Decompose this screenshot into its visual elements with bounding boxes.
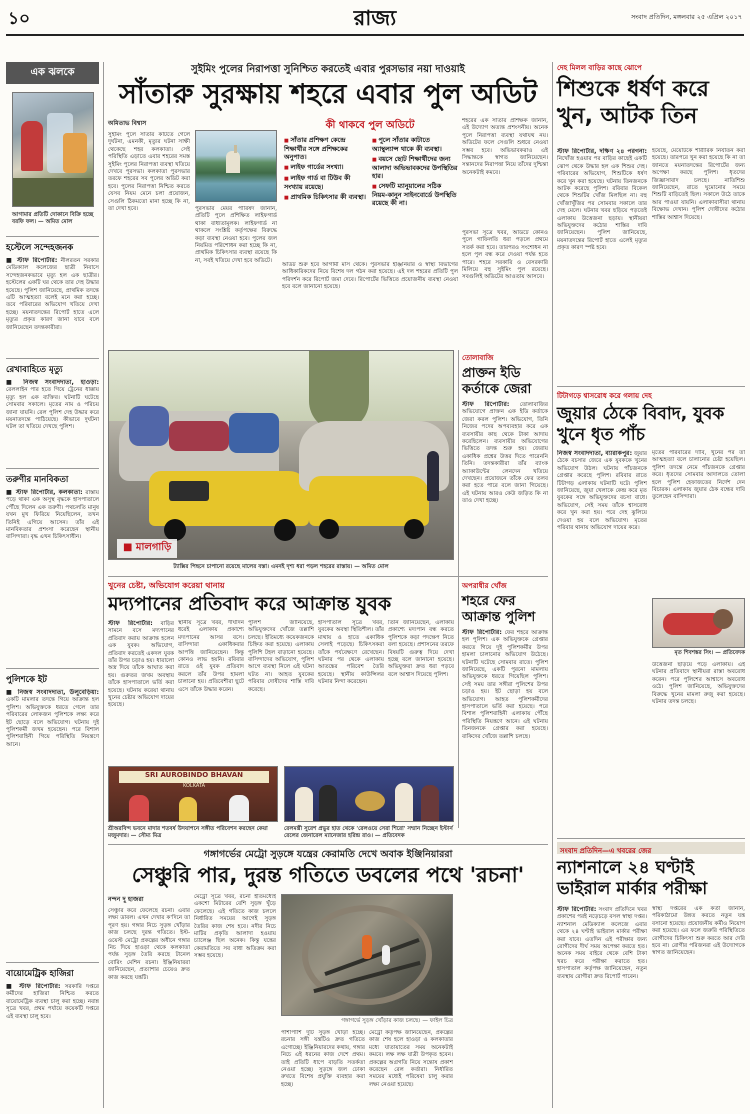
gambling-tag: টিটাগড়ে শ্বাসরোধ করে গলায় দেহ [557, 392, 652, 400]
police-text: স্টাফ রিপোর্টার: ফের শহরে আক্রান্ত হল পুলিশ। এক অভিযুক্তকে গ্রেপ্তার করতে গিয়ে দুই পুলিশকর্মীর উপর হামলা চালানোর অভিযোগ উঠেছে। ঘটনাটি ঘটেছে সোমবার রাতে। পুলিশ জানিয়েছে, একটি পুরনো মামলায় অভিযুক্তকে ধরতে গিয়েছিল পুলিশ। সেই সময় তার সঙ্গীরা পুলিশের উপর চড়াও হয়। ইট ছোড়া হয় বলে অভিযোগ। আহত পুলিশকর্মীদের হাসপাতালে ভর্তি করা হয়েছে। পরে বিশাল পুলিশবাহিনী এলাকায় পৌঁছে পরিস্থিতি নিয়ন্ত্রণে আনে। এই ঘটনায় তিনজনকে গ্রেপ্তার করা হয়েছে। বাকিদের খোঁজে তল্লাশি চলছে। [462, 629, 548, 740]
national-tag: সংবাদ প্রতিদিন—এ খবরের জের [557, 842, 745, 854]
child-tag: দেহ মিলল বাড়ির কাছে ঝোপে [557, 64, 642, 72]
left-item-title: হস্টেলে সন্দেহজনক [6, 243, 74, 253]
left-item-text: ■ স্টাফ রিপোর্টার, কলকাতা: রাস্তায় পড়ে থাকা এক অসুস্থ বৃদ্ধকে হাসপাতালে পৌঁছে দিলেন এক তরুণী। পথচলতি মানুষ যখন মুখ ফিরিয়ে নিয়েছিলেন, তখন তিনিই এগিয়ে আসেন। তাঁর এই মানবিকতার প্রশংসা করেছেন স্থানীয় বাসিন্দারা। বৃদ্ধ এখন চিকিৎসাধীন। [6, 489, 99, 541]
left-item-text: ■ নিজস্ব সংবাদদাতা, উলুবেড়িয়া: একটি মামলার তদন্তে গিয়ে আক্রান্ত হল পুলিশ। অভিযুক্তকে ধরতে গেলে তার পরিবারের লোকজন পুলিশকে লক্ষ্য করে ইট ছোড়ে বলে অভিযোগ। ঘটনায় দুই পুলিশকর্মী জখম হয়েছেন। পরে বিশাল পুলিশবাহিনী গিয়ে পরিস্থিতি নিয়ন্ত্রণে আনে। [6, 689, 99, 748]
metro-text-col4: মেট্রো কর্তৃপক্ষ জানিয়েছেন, প্রকল্পের কাজ শেষ হলে হাওড়া ও কলকাতার মধ্যে যাতায়াতের সময় অনেকটাই কমবে। লক্ষ লক্ষ যাত্রী উপকৃত হবেন। প্রকল্পের অগ্রগতি নিয়ে সন্তোষ প্রকাশ করেছেন রেল কর্তারা। নির্ধারিত সময়ের মধ্যেই পরিষেবা চালু করার লক্ষ্য নেওয়া হয়েছে। [369, 1030, 453, 1088]
right-column-divider [552, 62, 553, 1108]
liquor-text-col1: স্টাফ রিপোর্টার: বাড়ির সামনে বসে মদ্যপানের প্রতিবাদ করায় আক্রান্ত হলেন এক যুবক। অভিযোগ, প্রতিবাদ করতেই একদল যুবক তাঁর উপর চড়াও হয়। ধারালো অস্ত্র দিয়ে তাঁকে আঘাত করা হয়। গুরুতর জখম অবস্থায় তাঁকে হাসপাতালে ভর্তি করা হয়েছে। ঘটনায় করেয়া থানায় খুনের চেষ্টার অভিযোগ দায়ের হয়েছে। [108, 620, 174, 709]
left-item-title: পুলিশকে ইট [6, 675, 47, 685]
left-column-divider [103, 62, 104, 1108]
audit-item: ■ বয়সে ছোট শিক্ষার্থীদের জন্য আলাদা অভিভাবকদের উপস্থিতির হার। [372, 155, 458, 180]
metro-text-col2: মেট্রো সূত্রে খবর, রচনা ইতিমধ্যেই একশো মিটারের বেশি সুড়ঙ্গ খুঁড়ে ফেলেছে। এই গতিতে কাজ চললে নির্ধারিত সময়ের আগেই সুড়ঙ্গ তৈরির কাজ শেষ হবে। নদীর নিচে মাটির প্রকৃতি আলাদা হওয়ায় চ্যালেঞ্জ ছিল অনেক। কিন্তু যন্ত্রের কেরামতিতে সব বাধা অতিক্রম করা সম্ভব হয়েছে। [194, 894, 276, 960]
audit-box-title: কী থাকবে পুল অডিটে [325, 120, 415, 131]
metro-kicker: গঙ্গাগর্ভের মেট্রো সুড়ঙ্গে যন্ত্রের কেরামতি দেখে অবাক ইঞ্জিনিয়াররা [203, 849, 453, 860]
child-text-col1: স্টাফ রিপোর্টার, দক্ষিণ ২৪ পরগনা: নিখোঁজ হওয়ার পর বাড়ির কাছেই একটি ঝোপ থেকে উদ্ধার হল এক শিশুর দেহ। পরিবারের অভিযোগ, শিশুটিকে ধর্ষণ করে খুন করা হয়েছে। ঘটনায় তিনজনকে আটক করেছে পুলিশ। রবিবার বিকেল থেকে শিশুটির খোঁজ মিলছিল না। বহু খোঁজাখুঁজির পর সোমবার সকালে তার দেহ মেলে। ঘটনার খবর ছড়িয়ে পড়তেই এলাকায় উত্তেজনা ছড়ায়। স্থানীয়রা অভিযুক্তদের কঠোর শাস্তির দাবি জানিয়েছেন। পুলিশ জানিয়েছে, ময়নাতদন্তের রিপোর্ট হাতে এলেই মৃত্যুর প্রকৃত কারণ স্পষ্ট হবে। [557, 148, 647, 252]
audit-item: ■ প্রাথমিক চিকিৎসার কী ব্যবস্থা। [284, 193, 368, 202]
publication-date: সংবাদ প্রতিদিন, মঙ্গলবার ২৫ এপ্রিল ২০১৭ [631, 13, 742, 21]
liquor-headline: মদ্যপানের প্রতিবাদ করে আক্রান্ত যুবক [108, 593, 392, 615]
left-item-text: ■ নিজস্ব সংবাদদাতা, হাওড়া: রেললাইন পার হতে গিয়ে ট্রেনের ধাক্কায় মৃত্যু হল এক ব্যক্তির। ঘটনাটি ঘটেছে সোমবার সকালে। মৃতের নাম ও পরিচয় জানা যায়নি। রেল পুলিশ দেহ উদ্ধার করে ময়নাতদন্তে পাঠিয়েছে। কীভাবে দুর্ঘটনা ঘটল তা খতিয়ে দেখছে পুলিশ। [6, 379, 99, 431]
main-photo-caption: ট্যাক্সির পিছনে চাপানো রয়েছে মালের বস্তা। এমনই দৃশ্য ধরা পড়ল শহরের রাস্তায়। — অমিত মোল [173, 564, 389, 570]
lead-kicker: সুইমিং পুলের নিরাপত্তা সুনিশ্চিত করতেই এবার পুরসভার নয়া দাওয়াই [191, 64, 465, 75]
audit-box-list-right [372, 136, 458, 209]
metro-tunnel-photo [281, 894, 453, 1016]
left-item-title: রেখাবাহিতে মৃত্যু [6, 365, 63, 375]
lead-text-col5: পুরসভা সূত্রে খবর, অডিটে কোনও পুলে গাফিলতি ধরা পড়লে প্রথমে সতর্ক করা হবে। তারপরও সংশোধন না হলে পুল বন্ধ করে দেওয়া পর্যন্ত হতে পারে। শহরে সরকারি ও বেসরকারি মিলিয়ে বহু সুইমিং পুল রয়েছে। সবগুলিই অডিটের আওতায় আসবে। [462, 230, 548, 281]
ed-tag: তোলাবাজি [462, 354, 494, 362]
left-column-photo [12, 92, 94, 207]
lead-text-col3: অডিট শুরু হবে আগামী মাস থেকে। পুরসভার ইঞ্জিনিয়ার ও স্বাস্থ্য বিভাগের আধিকারিকদের নিয়ে বিশেষ দল গঠন করা হয়েছে। এই দল শহরের প্রতিটি পুল পরিদর্শন করে রিপোর্ট জমা দেবে। রিপোর্টের ভিত্তিতে প্রয়োজনীয় ব্যবস্থা নেওয়া হবে বলে জানানো হয়েছে। [282, 262, 458, 291]
liquor-kicker: খুনের চেষ্টা, অভিযোগ করেয়া থানায় [108, 581, 225, 590]
aurobindo-photo [108, 766, 278, 822]
lead-pool-photo [195, 130, 277, 202]
victim-photo-caption: মৃত শিবশঙ্কর সিং। — প্রতিবেদক [674, 650, 745, 656]
victim-photo [652, 598, 745, 648]
lead-text-col4: শহরের এক সাঁতার প্রশিক্ষক জানান, এই উদ্যোগ অত্যন্ত প্রশংসনীয়। অনেক পুলে নিরাপত্তা ব্যবস্থা যথাযথ নয়। অডিটের ফলে সেগুলি শুধরে নেওয়া সম্ভব হবে। অভিভাবকরাও এই সিদ্ধান্তকে স্বাগত জানিয়েছেন। সন্তানদের নিরাপত্তা নিয়ে তাঁদের দুশ্চিন্তা অনেকটাই কমবে। [462, 118, 548, 176]
masthead [0, 0, 750, 34]
left-item-text: ■ স্টাফ রিপোর্টার: নীলরতন সরকার মেডিক্যাল কলেজের ছাত্রী নিবাসে সন্দেহজনকভাবে মৃত্যু হল এক ছাত্রীর। হস্টেলের একটি ঘর থেকে তার দেহ উদ্ধার হয়েছে। পুলিশ জানিয়েছে, প্রাথমিক তদন্তে এটি আত্মহত্যা বলেই মনে করা হচ্ছে। তবে পরিবারের অভিযোগ খতিয়ে দেখা হচ্ছে। ময়নাতদন্তের রিপোর্ট হাতে এলে মৃত্যুর প্রকৃত কারণ জানা যাবে বলে জানিয়েছেন তদন্তকারীরা। [6, 257, 99, 331]
aurobindo-caption: শ্রীঅরবিন্দ ভবনে মাদার শতবর্ষ উদযাপনে সঙ্গীত পরিবেশন করছেন কেয়া মজুমদার। — সৌম্য মিত্র [108, 826, 268, 839]
metro-text-col3: পাশাপাশি দুটি সুড়ঙ্গ খোঁড়া হচ্ছে। রচনার সঙ্গী যন্ত্রটিও দ্রুত গতিতে এগোচ্ছে। ইঞ্জিনিয়ারদের কথায়, গঙ্গার নিচে এই ধরনের কাজ দেশে প্রথম। তাই প্রতিটি ধাপে বাড়তি সতর্কতা নেওয়া হচ্ছে। সুড়ঙ্গে জল ঢোকা রুখতে বিশেষ প্রযুক্তি ব্যবহার করা হচ্ছে। [281, 1030, 365, 1088]
left-item-title: তরুণীর মানবিকতা [6, 475, 69, 485]
child-text-col2: হয়েছে, মেয়েটিকে শারীরিক নির্যাতন করা হয়েছে। তারপরে খুন করা হয়েছে কি না তা জানতে ময়নাতদন্তের রিপোর্টের জন্য অপেক্ষা করছে পুলিশ। ধৃতদের জিজ্ঞাসাবাদ চলছে। নাতিশিশু জানিয়েছেন, রাতে ঘুমোনোর সময়ে শিশুটি বাড়িতেই ছিল। সকালে উঠে তাকে আর পাওয়া যায়নি। এলাকাবাসীরা থানায় বিক্ষোভ দেখান। পুলিশ দোষীদের কঠোর শাস্তির আশ্বাস দিয়েছে। [652, 148, 745, 221]
audit-item: ■ পুলে সাঁতার কাটাতে অ্যাম্বুল্যান্স থাকে কী ব্যবস্থা। [372, 136, 458, 153]
national-text-col2: স্বাস্থ্য দপ্তরের এক কর্তা জানান, পরিকাঠামো উন্নত করতে নতুন যন্ত্র বসানো হয়েছে। প্রয়োজনীয় কর্মীও নিয়োগ করা হয়েছে। এর ফলে জরুরি পরিস্থিতিতে রোগীদের চিকিৎসা শুরু করতে আর দেরি হবে না। রোগীর পরিজনরা এই উদ্যোগকে স্বাগত জানিয়েছেন। [652, 906, 745, 957]
masthead-rule [6, 34, 744, 36]
national-headline: ন্যাশনালে ২৪ ঘণ্টাই ভাইরাল মার্কার পরীক্ষা [557, 858, 708, 899]
section-title: রাজ্য [353, 6, 397, 30]
left-item-text: ■ স্টাফ রিপোর্টার: সরকারি দপ্তরে কর্মীদের হাজিরা নিশ্চিত করতে বায়োমেট্রিক ব্যবস্থা চালু করা হচ্ছে। নবান্ন সূত্রে খবর, প্রথম পর্যায়ে কয়েকটি দপ্তরে এই ব্যবস্থা চালু হবে। [6, 983, 99, 1020]
railway-caption: রেলমন্ত্রী সুরেশ প্রভুর হাত থেকে 'রেলওয়ে সেরা শিরো' সম্মান নিচ্ছেন ইস্টার্ন রেলের জেনারেল ম্যানেজার হরিন্দ্র রাও। — প্রতিবেদক [284, 826, 453, 839]
ed-text: স্টাফ রিপোর্টার: তোলাবাজির অভিযোগে প্রাক্তন এক ইডি কর্তাকে জেরা করল পুলিশ। অভিযোগ, তিনি নিজের পদের অপব্যবহার করে এক ব্যবসায়ীর কাছ থেকে টাকা আদায় করেছিলেন। ব্যবসায়ীর অভিযোগের ভিত্তিতে তদন্ত শুরু হয়। জেরায় একাধিক প্রশ্নের উত্তর দিতে পারেননি তিনি। তদন্তকারীরা তাঁর ব্যাংক অ্যাকাউন্টের লেনদেন খতিয়ে দেখছেন। প্রয়োজনে তাঁকে ফের তলব করা হতে পারে বলে জানা গিয়েছে। এই ঘটনায় আরও কেউ জড়িত কি না তাও দেখা হচ্ছে। [462, 401, 548, 505]
liquor-text-col2: স্থানীয় সূত্রে খবর, দীর্ঘদিন ধরেই এলাকায় প্রকাশ্যে মদ্যপানের আসর বসে। বাসিন্দারা একাধিকবার আপত্তি জানিয়েছেন। কিন্তু কোনও লাভ হয়নি। রবিবার রাতে ওই যুবক প্রতিবাদ করলে তাঁর উপর হামলা চালানো হয়। প্রতিবেশীরা ছুটে এসে তাঁকে উদ্ধার করেন। [178, 620, 244, 693]
liquor-text-col3: পুলিশ জানিয়েছে, অভিযুক্তদের খোঁজে তল্লাশি চলছে। ইতিমধ্যে কয়েকজনকে চিহ্নিত করা হয়েছে। এলাকায় পুলিশি টহল বাড়ানো হয়েছে। বাসিন্দাদের অভিযোগ, পুলিশ আগে ব্যবস্থা নিলে এই ঘটনা ঘটত না। আহত যুবকের পরিবার দোষীদের শাস্তি দাবি করেছে। [248, 620, 314, 693]
aurobindo-banner-text: SRI AUROBINDO BHAVAN [144, 771, 244, 779]
page-number: ১০ [8, 9, 31, 29]
left-item-title: বায়োমেট্রিক হাজিরা [6, 969, 74, 979]
quick-look-header: এক ঝলকে [6, 62, 99, 84]
gambling-text-col3: উত্তেজনা ছড়িয়ে পড়ে এলাকায়। এই ঘটনার প্রতিবাদে স্থানীয়রা রাস্তা অবরোধ করেন। পরে পুলিশের আশ্বাসে অবরোধ ওঠে। পুলিশ জানিয়েছে, অভিযুক্তদের বিরুদ্ধে খুনের মামলা রুজু করা হয়েছে। ঘটনার তদন্ত চলছে। [652, 662, 745, 706]
audit-box [282, 118, 458, 258]
audit-item: ■ সাঁতার প্রশিক্ষণ কেন্দ্রে শিক্ষার্থীর সঙ্গে প্রশিক্ষকের অনুপাত। [284, 136, 368, 161]
metro-byline: নন্দন দু হাজরা [108, 896, 144, 903]
police-tag: অপরাধীর খোঁজ [462, 582, 507, 590]
audit-item: ■ লাইফ গার্ড বা টিউব কী সংখ্যায় রয়েছে। [284, 174, 368, 191]
liquor-text-col4: হাসপাতাল সূত্রে খবর, যুবকের অবস্থা স্থিতিশীল। তাঁর মাথায় ও হাতে একাধিক সেলাই পড়েছে। চিকিৎসকরা তাঁকে পর্যবেক্ষণে রেখেছেন। ঘটনার পর থেকে এলাকায় আতঙ্কের পরিবেশ তৈরি হয়েছে। স্থানীয় কাউন্সিলর ঘটনার নিন্দা করেছেন। [318, 620, 384, 686]
lead-text-col2: পুরসভার মেয়র পারিষদ জানান, প্রতিটি পুলে প্রশিক্ষিত লাইফগার্ড থাকা বাধ্যতামূলক। লাইফগার্ড না থাকলে সংশ্লিষ্ট কর্তৃপক্ষের বিরুদ্ধে কড়া ব্যবস্থা নেওয়া হবে। পুলের জল নিয়মিত পরিশোধন করা হচ্ছে কি না, প্রাথমিক চিকিৎসার ব্যবস্থা রয়েছে কি না, সবই খতিয়ে দেখা হবে অডিটে। [195, 206, 277, 264]
left-column [6, 62, 99, 1108]
ed-headline: প্রাক্তন ইডি কর্তাকে জেরা [462, 366, 532, 397]
lead-headline: সাঁতারু সুরক্ষায় শহরে এবার পুল অডিট [118, 79, 537, 110]
national-text-col1: স্টাফ রিপোর্টার: সংবাদ প্রতিদিনে খবর প্রকাশের পরই নড়েচড়ে বসল স্বাস্থ্য দপ্তর। ন্যাশনাল মেডিক্যাল কলেজে এবার থেকে ২৪ ঘণ্টাই ভাইরাল মার্কার পরীক্ষা করা যাবে। এতদিন এই পরীক্ষার জন্য রোগীদের দীর্ঘ সময় অপেক্ষা করতে হত। অনেক সময় বাইরে থেকে বেশি টাকা খরচ করে পরীক্ষা করাতে হত। হাসপাতাল কর্তৃপক্ষ জানিয়েছেন, নতুন ব্যবস্থায় রোগীরা দ্রুত রিপোর্ট পাবেন। [557, 906, 647, 980]
lead-text-col1: সুইমিং পুলে সাঁতার কাটতে গেলে দুর্ঘটনা, এমনকী, মৃত্যুর ঘটনা সাক্ষী থেকেছে শহর কলকাতা। সেই পরিস্থিতি এড়াতে এবার শহরের সমস্ত সুইমিং পুলের নিরাপত্তা ব্যবস্থা খতিয়ে দেখবে পুরসভা। কলকাতা পুরসভার তরফে শহরের সব পুলের অডিট করা হবে। পুলের নিরাপত্তা নিশ্চিত করতে যেসব নিয়ম মেনে চলা প্রয়োজন, সেগুলি ঠিকমতো মানা হচ্ছে কি না, তা দেখা হবে। [108, 132, 190, 213]
railway-award-photo [284, 766, 454, 822]
audit-item: ■ লাইফ গার্ডের সংখ্যা। [284, 163, 368, 172]
main-photo-label: ■ মালগাড়ি [117, 539, 177, 558]
audit-box-list-left [284, 136, 368, 204]
lead-byline: অমিতাভ বিশ্বাস [108, 120, 147, 127]
child-headline: শিশুকে ধর্ষণ করে খুন, আটক তিন [557, 77, 709, 129]
main-taxi-photo [108, 350, 454, 560]
metro-text-col1: সেঞ্চুরি করে ফেলেছে রচনা। এবার লক্ষ্য ডাবল। এখন দেখার ক'দিনে তা পূরণ হয়। গঙ্গার নিচে সুড়ঙ্গ খোঁড়ার কাজ চলছে দুরন্ত গতিতে। ইস্ট-ওয়েস্ট মেট্রো প্রকল্পের অধীনে গঙ্গার নিচ দিয়ে হাওড়া থেকে কলকাতা পর্যন্ত সুড়ঙ্গ তৈরি করছে টানেল বোরিং মেশিন রচনা। ইঞ্জিনিয়াররা জানিয়েছেন, প্রত্যাশার চেয়েও দ্রুত কাজ করছে যন্ত্রটি। [108, 908, 190, 981]
aurobindo-banner-subtext: KOLKATA [182, 783, 206, 789]
left-photo-caption: আগামার প্রতিটি দোকানে বিক্রি হচ্ছে বরফি ফল। — অমিত মোল [12, 212, 94, 225]
liquor-text-col5: তিনি জানিয়েছেন, এলাকায় প্রকাশ্যে মদ্যপান বন্ধ করতে পুলিশকে কড়া পদক্ষেপ নিতে বলা হয়েছে। প্রশাসনের তরফে বিষয়টি গুরুত্ব দিয়ে দেখা হচ্ছে বলে জানানো হয়েছে। অভিযুক্তরা দ্রুত ধরা পড়বে বলে আশ্বাস দিয়েছে পুলিশ। [388, 620, 454, 678]
metro-headline: সেঞ্চুরি পার, দুরন্ত গতিতে ডবলের পথে 'রচনা' [131, 863, 525, 887]
police-headline: শহরে ফের আক্রান্ত পুলিশ [462, 594, 536, 625]
gambling-text-col2: মৃতের পরিবারের দাবি, খুনের পর তা আত্মহত্যা বলে চালানোর চেষ্টা হয়েছিল। পুলিশ তদন্তে নেমে পাঁচজনকে গ্রেপ্তার করে। ধৃতদের সোমবার আদালতে তোলা হলে পুলিশ হেফাজতের নির্দেশ দেন বিচারক। এলাকায় জুয়ার ঠেক বন্ধের দাবি তুলেছেন বাসিন্দারা। [652, 450, 745, 501]
gambling-headline: জুয়ার ঠেকে বিবাদ, যুবক খুনে ধৃত পাঁচ [557, 404, 725, 445]
gambling-text-col1: নিজস্ব সংবাদদাতা, ব্যারাকপুর: জুয়ার ঠেকে বচসার জেরে এক যুবককে খুনের অভিযোগ উঠল। ঘটনায় পাঁচজনকে গ্রেপ্তার করেছে পুলিশ। রবিবার রাতে টিটাগড় এলাকায় ঘটনাটি ঘটে। পুলিশ জানিয়েছে, জুয়া খেলাকে কেন্দ্র করে মৃত যুবকের সঙ্গে অভিযুক্তদের বচসা বাধে। অভিযোগ, সেই সময় তাঁকে শ্বাসরোধ করে খুন করা হয়। পরে দেহ ঝুলিয়ে দেওয়া হয় বলে অভিযোগ। মৃতের পরিবার থানায় অভিযোগ দায়ের করে। [557, 450, 647, 532]
audit-item: ■ সেফটি ম্যানুয়ালের সঠিক নিয়ম-কানুন সাইনবোর্ডে উপস্থিতি রয়েছে কী না। [372, 182, 458, 207]
metro-photo-caption: গঙ্গাগর্ভে সুড়ঙ্গ খোঁড়ার কাজ চলছে। — ফাইল চিত্র [341, 1018, 453, 1024]
